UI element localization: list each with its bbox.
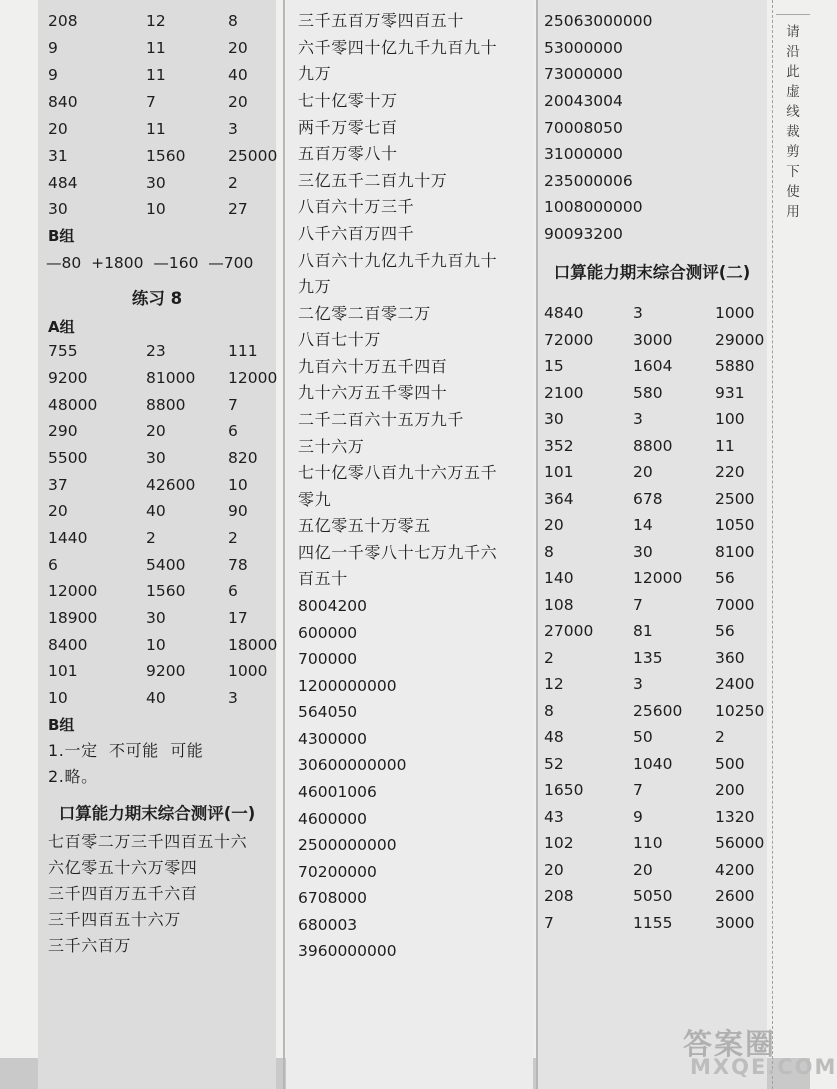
cell: 1000	[228, 662, 268, 680]
answer-line: 三千六百万	[48, 936, 132, 955]
answer-line: 八百六十九亿九千九百九十	[298, 251, 498, 270]
cell: 20	[48, 502, 68, 520]
section-title: 口算能力期末综合测评(二)	[553, 263, 751, 282]
answer-line: 二亿零二百零二万	[298, 304, 431, 323]
answer-line: 1200000000	[298, 677, 397, 695]
answer-line: 九百六十万五千四百	[298, 357, 448, 376]
cell: 20	[48, 120, 68, 138]
answer-line: 两千万零七百	[298, 118, 398, 137]
section-title: 口算能力期末综合测评(一)	[58, 804, 256, 823]
answer-line: 235000006	[544, 172, 633, 190]
answer-row	[537, 512, 767, 538]
column-divider	[283, 0, 285, 1089]
answer-row	[38, 196, 276, 222]
cell: 30	[544, 410, 564, 428]
answer-row	[38, 116, 276, 142]
cell: 8	[228, 12, 238, 30]
cell: 25000	[228, 147, 278, 165]
cell: 14	[633, 516, 653, 534]
b-group-answers: —80 +1800 —160 —700	[46, 254, 254, 272]
cell: 3	[633, 410, 643, 428]
answer-row	[38, 605, 276, 631]
answer-row	[38, 62, 276, 88]
cut-instruction: 请沿此虚线裁剪下使用	[786, 24, 800, 220]
cell: 352	[544, 437, 574, 455]
cell: 1604	[633, 357, 673, 375]
cell: 37	[48, 476, 68, 494]
answer-row	[38, 498, 276, 524]
answer-row	[38, 143, 276, 169]
answer-row	[537, 910, 767, 936]
answer-line: 五百万零八十	[298, 144, 398, 163]
answer-line: 25063000000	[544, 12, 653, 30]
cell: 3000	[633, 331, 673, 349]
cell: 5500	[48, 449, 88, 467]
answer-line: 三千五百万零四百五十	[298, 11, 465, 30]
cell: 5400	[146, 556, 186, 574]
cell: 31	[48, 147, 68, 165]
cell: 2500	[715, 490, 755, 508]
answer-row	[537, 380, 767, 406]
answer-row	[38, 392, 276, 418]
cell: 12	[544, 675, 564, 693]
answer-row	[537, 327, 767, 353]
cell: 52	[544, 755, 564, 773]
answer-line: 六亿零五十六万零四	[48, 858, 198, 877]
cell: 3	[228, 120, 238, 138]
answer-line: 九万	[298, 64, 332, 83]
cell: 56000	[715, 834, 765, 852]
cell: 48000	[48, 396, 98, 414]
cell: 12	[146, 12, 166, 30]
cell: 6	[228, 422, 238, 440]
cell: 40	[146, 502, 166, 520]
answer-row	[38, 35, 276, 61]
section-title: 练习 8	[131, 289, 183, 308]
answer-line: 1008000000	[544, 198, 643, 216]
cell: 7	[146, 93, 156, 111]
cell: 50	[633, 728, 653, 746]
cell: 81000	[146, 369, 196, 387]
answer-line: 八百六十万三千	[298, 197, 415, 216]
cell: 27	[228, 200, 248, 218]
cell: 820	[228, 449, 258, 467]
cell: 678	[633, 490, 663, 508]
cell: 111	[228, 342, 258, 360]
cell: 6	[228, 582, 238, 600]
cell: 6	[48, 556, 58, 574]
cell: 3	[633, 304, 643, 322]
answer-line: 百五十	[298, 569, 348, 588]
cell: 3	[633, 675, 643, 693]
corner-mark	[776, 0, 810, 15]
cell: 23	[146, 342, 166, 360]
cell: 2400	[715, 675, 755, 693]
answer-column-1	[38, 0, 276, 1089]
answer-line: 30600000000	[298, 756, 407, 774]
cell: 135	[633, 649, 663, 667]
cell: 18900	[48, 609, 98, 627]
cell: 90	[228, 502, 248, 520]
answer-column-2	[286, 0, 533, 1089]
answer-row	[537, 724, 767, 750]
answer-row	[38, 8, 276, 34]
answer-row	[38, 338, 276, 364]
cell: 7	[228, 396, 238, 414]
answer-row	[537, 857, 767, 883]
answer-row	[38, 472, 276, 498]
answer-line: 七百零二万三千四百五十六	[48, 832, 248, 851]
cell: 11	[146, 39, 166, 57]
answer-line: 七十亿零十万	[298, 91, 398, 110]
answer-line: 2500000000	[298, 836, 397, 854]
answer-row	[38, 632, 276, 658]
cell: 9	[48, 66, 58, 84]
cell: 8100	[715, 543, 755, 561]
cell: 30	[633, 543, 653, 561]
cell: 10	[228, 476, 248, 494]
cell: 8400	[48, 636, 88, 654]
cell: 25600	[633, 702, 683, 720]
cell: 81	[633, 622, 653, 640]
cell: 12000	[633, 569, 683, 587]
answer-row	[537, 830, 767, 856]
cell: 931	[715, 384, 745, 402]
answer-row	[537, 565, 767, 591]
answer-line: 四亿一千零八十七万九千六	[298, 543, 498, 562]
answer-line: 4600000	[298, 810, 368, 828]
answer-row	[537, 751, 767, 777]
cell: 108	[544, 596, 574, 614]
answer-row	[38, 552, 276, 578]
cell: 5880	[715, 357, 755, 375]
answer-row	[38, 525, 276, 551]
cell: 7	[544, 914, 554, 932]
answer-line: 73000000	[544, 65, 623, 83]
cell: 10	[146, 200, 166, 218]
cell: 580	[633, 384, 663, 402]
answer-line: 6708000	[298, 889, 368, 907]
cell: 10250	[715, 702, 765, 720]
cell: 29000	[715, 331, 765, 349]
cell: 1650	[544, 781, 584, 799]
answer-row	[537, 459, 767, 485]
cell: 9200	[146, 662, 186, 680]
cell: 10	[146, 636, 166, 654]
cell: 2	[228, 174, 238, 192]
answer-column-3	[537, 0, 767, 1089]
cell: 8800	[633, 437, 673, 455]
cell: 18000	[228, 636, 278, 654]
cell: 8	[544, 543, 554, 561]
cell: 15	[544, 357, 564, 375]
answer-line: 九万	[298, 277, 332, 296]
cell: 208	[544, 887, 574, 905]
answer-line: 3960000000	[298, 942, 397, 960]
answer-row	[537, 618, 767, 644]
cell: 9	[633, 808, 643, 826]
cell: 200	[715, 781, 745, 799]
cell: 1040	[633, 755, 673, 773]
cell: 11	[715, 437, 735, 455]
answer-line: 700000	[298, 650, 358, 668]
answer-row	[537, 592, 767, 618]
answer-line: 53000000	[544, 39, 623, 57]
answer-row	[38, 445, 276, 471]
cell: 1155	[633, 914, 673, 932]
cell: 110	[633, 834, 663, 852]
b-group-line: 1.一定 不可能 可能	[48, 741, 204, 760]
answer-line: 70008050	[544, 119, 623, 137]
cell: 101	[544, 463, 574, 481]
cell: 20	[228, 39, 248, 57]
answer-row	[537, 883, 767, 909]
answer-row	[537, 353, 767, 379]
answer-row	[38, 578, 276, 604]
answer-row	[537, 486, 767, 512]
cell: 100	[715, 410, 745, 428]
answer-line: 八百七十万	[298, 330, 382, 349]
answer-line: 680003	[298, 916, 358, 934]
answer-row	[537, 406, 767, 432]
cell: 72000	[544, 331, 594, 349]
answer-row	[38, 418, 276, 444]
cell: 12000	[228, 369, 278, 387]
answer-row	[537, 645, 767, 671]
answer-line: 20043004	[544, 92, 623, 110]
cut-line	[772, 0, 773, 1089]
answer-line: 九十六万五千零四十	[298, 383, 448, 402]
answer-line: 零九	[298, 490, 332, 509]
b-group-line: 2.略。	[48, 767, 98, 786]
cell: 17	[228, 609, 248, 627]
answer-line: 七十亿零八百九十六万五千	[298, 463, 498, 482]
cell: 4200	[715, 861, 755, 879]
answer-row	[38, 658, 276, 684]
cell: 102	[544, 834, 574, 852]
cell: 20	[544, 861, 564, 879]
cell: 500	[715, 755, 745, 773]
cell: 5050	[633, 887, 673, 905]
group-label-b: B组	[48, 716, 75, 734]
cell: 290	[48, 422, 78, 440]
cell: 220	[715, 463, 745, 481]
cell: 56	[715, 569, 735, 587]
answer-line: 70200000	[298, 863, 377, 881]
cell: 30	[146, 449, 166, 467]
answer-line: 564050	[298, 703, 358, 721]
cell: 7000	[715, 596, 755, 614]
cell: 1050	[715, 516, 755, 534]
cell: 2	[544, 649, 554, 667]
cell: 42600	[146, 476, 196, 494]
cell: 1560	[146, 147, 186, 165]
cell: 7	[633, 596, 643, 614]
cell: 20	[633, 463, 653, 481]
answer-row	[38, 170, 276, 196]
answer-line: 8004200	[298, 597, 368, 615]
cell: 11	[146, 66, 166, 84]
cell: 20	[146, 422, 166, 440]
watermark-url: MXQE.COM	[690, 1055, 837, 1079]
answer-line: 46001006	[298, 783, 377, 801]
group-label-b: B组	[48, 227, 75, 245]
cell: 8	[544, 702, 554, 720]
answer-row	[38, 89, 276, 115]
cell: 1320	[715, 808, 755, 826]
group-label-a: A组	[48, 318, 75, 336]
answer-line: 二千二百六十五万九千	[298, 410, 465, 429]
cell: 1440	[48, 529, 88, 547]
answer-line: 90093200	[544, 225, 623, 243]
cell: 208	[48, 12, 78, 30]
answer-line: 八千六百万四千	[298, 224, 415, 243]
cell: 2	[715, 728, 725, 746]
cell: 3	[228, 689, 238, 707]
cell: 30	[146, 609, 166, 627]
cell: 755	[48, 342, 78, 360]
column-divider	[536, 0, 538, 1089]
answer-line: 4300000	[298, 730, 368, 748]
cell: 20	[228, 93, 248, 111]
cell: 1560	[146, 582, 186, 600]
cell: 2100	[544, 384, 584, 402]
cell: 30	[48, 200, 68, 218]
answer-line: 三亿五千二百九十万	[298, 171, 448, 190]
cell: 484	[48, 174, 78, 192]
watermark-logo: 答案圈	[683, 1027, 777, 1061]
cell: 7	[633, 781, 643, 799]
answer-row	[38, 685, 276, 711]
cell: 364	[544, 490, 574, 508]
answer-row	[537, 671, 767, 697]
cell: 40	[146, 689, 166, 707]
cell: 30	[146, 174, 166, 192]
cell: 11	[146, 120, 166, 138]
cell: 101	[48, 662, 78, 680]
cell: 3000	[715, 914, 755, 932]
answer-row	[38, 365, 276, 391]
cell: 78	[228, 556, 248, 574]
cell: 9200	[48, 369, 88, 387]
cell: 840	[48, 93, 78, 111]
cell: 10	[48, 689, 68, 707]
answer-line: 五亿零五十万零五	[298, 516, 431, 535]
cell: 8800	[146, 396, 186, 414]
cell: 4840	[544, 304, 584, 322]
answer-line: 三千四百万五千六百	[48, 884, 198, 903]
answer-row	[537, 698, 767, 724]
answer-line: 31000000	[544, 145, 623, 163]
cell: 12000	[48, 582, 98, 600]
answer-row	[537, 804, 767, 830]
cell: 9	[48, 39, 58, 57]
cell: 20	[544, 516, 564, 534]
cell: 27000	[544, 622, 594, 640]
cell: 56	[715, 622, 735, 640]
cell: 40	[228, 66, 248, 84]
answer-row	[537, 300, 767, 326]
answer-line: 三十六万	[298, 437, 365, 456]
answer-line: 600000	[298, 624, 358, 642]
cell: 1000	[715, 304, 755, 322]
answer-row	[537, 539, 767, 565]
cell: 2	[146, 529, 156, 547]
cell: 2	[228, 529, 238, 547]
cell: 43	[544, 808, 564, 826]
cell: 20	[633, 861, 653, 879]
cell: 48	[544, 728, 564, 746]
cell: 2600	[715, 887, 755, 905]
cell: 360	[715, 649, 745, 667]
answer-row	[537, 777, 767, 803]
answer-row	[537, 433, 767, 459]
answer-line: 三千四百五十六万	[48, 910, 181, 929]
cell: 140	[544, 569, 574, 587]
answer-line: 六千零四十亿九千九百九十	[298, 38, 498, 57]
